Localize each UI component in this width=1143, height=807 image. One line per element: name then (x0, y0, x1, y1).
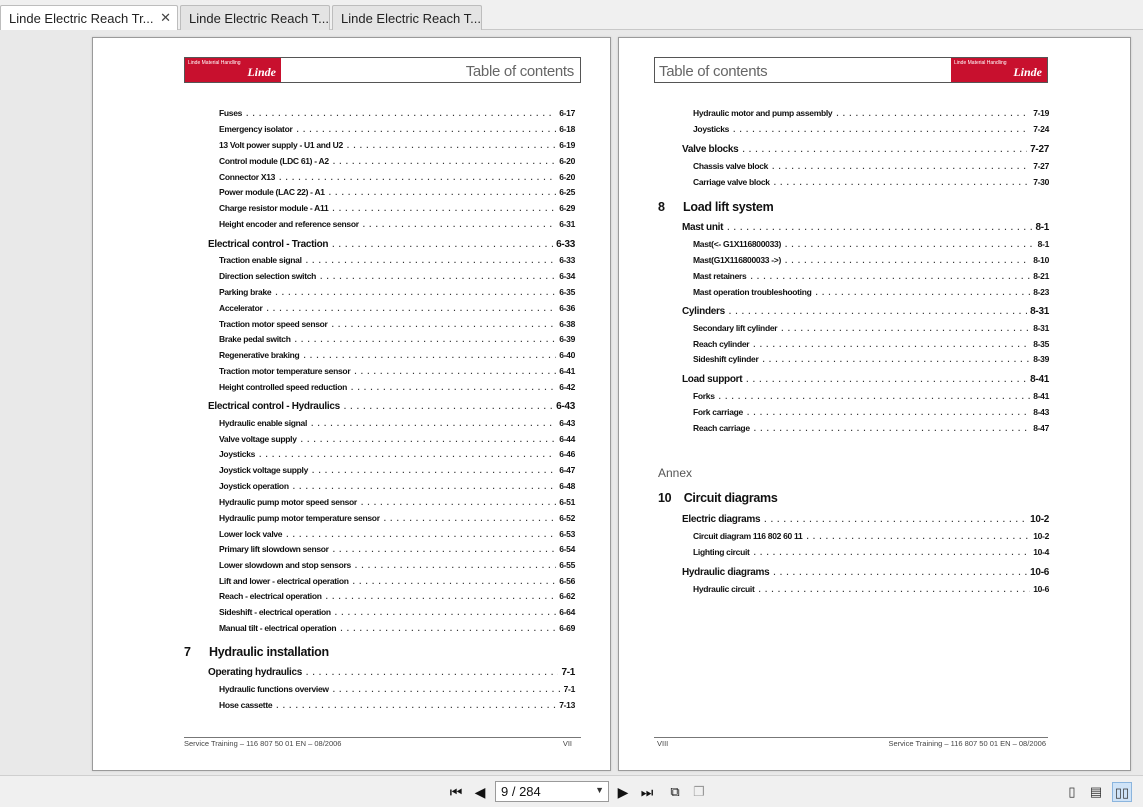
toc-leader-dots (733, 125, 1030, 134)
document-viewer[interactable] (0, 30, 1143, 775)
tab-document-3[interactable] (332, 5, 482, 30)
toc-leader-dots (781, 324, 1030, 333)
toc-page: 8-35 (1033, 339, 1049, 349)
toc-entry[interactable] (693, 177, 1049, 187)
page-header (654, 57, 1048, 83)
toc-leader-dots (301, 435, 557, 444)
toc-entry[interactable] (219, 172, 575, 182)
toc-leader-dots (772, 162, 1030, 171)
toc-entry[interactable] (219, 382, 575, 392)
toc-title: Forks (693, 391, 715, 401)
toc-leader-dots (297, 125, 557, 134)
toc-title: Hydraulic pump motor temperature sensor (219, 513, 380, 523)
toc-entry[interactable] (693, 124, 1049, 134)
toc-page: 6-53 (559, 529, 575, 539)
toc-page: 10-6 (1030, 567, 1049, 578)
toc-page: 6-62 (559, 591, 575, 601)
toc-title: Valve blocks (682, 144, 739, 155)
toc-page: 7-30 (1033, 177, 1049, 187)
toc-leader-dots (806, 532, 1030, 541)
logo-brand: Linde (247, 65, 276, 79)
toc-leader-dots (363, 220, 556, 229)
toc-page: 7-1 (563, 684, 575, 694)
toc-page: 10-4 (1033, 547, 1049, 557)
toc-leader-dots (329, 188, 556, 197)
toc-leader-dots (816, 288, 1031, 297)
toc-title: Primary lift slowdown sensor (219, 544, 329, 554)
next-page-icon[interactable]: ▶ (617, 784, 629, 800)
toc-page: 8-43 (1033, 407, 1049, 417)
toc-title: Charge resistor module - A11 (219, 203, 329, 213)
toc-title: Joystick voltage supply (219, 465, 308, 475)
chevron-down-icon[interactable]: ▼ (595, 785, 604, 795)
toc-leader-dots (333, 685, 561, 694)
linde-logo (185, 58, 281, 82)
toc-leader-dots (347, 141, 556, 150)
toc-title: Accelerator (219, 303, 263, 313)
toc-title: Hydraulic motor and pump assembly (693, 108, 833, 118)
toc-leader-dots (836, 109, 1030, 118)
toc-entry[interactable] (219, 334, 575, 344)
first-page-icon[interactable]: ⏮ (449, 784, 463, 800)
toc-entry[interactable] (693, 271, 1049, 281)
toc-page: 7-13 (559, 700, 575, 710)
toc-title: Reach - electrical operation (219, 591, 322, 601)
toc-leader-dots (354, 367, 556, 376)
toc-leader-dots (344, 402, 553, 411)
toc-page: 6-42 (559, 382, 575, 392)
toc-page: 6-46 (559, 449, 575, 459)
toc-entry[interactable] (219, 544, 575, 554)
chapter-title: Load lift system (683, 200, 774, 214)
toc-title: Fuses (219, 108, 243, 118)
toc-page: 6-38 (559, 319, 575, 329)
toc-title: Emergency isolator (219, 124, 293, 134)
footer-divider (184, 737, 581, 738)
toc-entry[interactable] (693, 423, 1049, 433)
toc-page: 6-54 (559, 544, 575, 554)
toc-title: Chassis valve block (693, 161, 769, 171)
toc-section[interactable] (208, 667, 575, 678)
toc-title: Lift and lower - electrical operation (219, 576, 349, 586)
toc-leader-dots (729, 307, 1027, 316)
chapter-title: Hydraulic installation (209, 645, 329, 659)
toc-entry[interactable] (219, 481, 575, 491)
toc-page: 8-21 (1033, 271, 1049, 281)
toc-page: 6-17 (559, 108, 575, 118)
tab-label: Linde Electric Reach T... (341, 11, 481, 26)
toc-title: Lower lock valve (219, 529, 283, 539)
toc-page: 6-31 (559, 219, 575, 229)
tab-document-2[interactable] (180, 5, 330, 30)
toc-leader-dots (773, 568, 1027, 577)
tab-label: Linde Electric Reach T... (189, 11, 329, 26)
toc-entry[interactable] (219, 303, 575, 313)
toc-page: 10-2 (1030, 514, 1049, 525)
toc-entry[interactable] (693, 255, 1049, 265)
toc-leader-dots (295, 335, 557, 344)
page-title: Table of contents (465, 63, 574, 80)
toc-leader-dots (335, 608, 556, 617)
copy-icon[interactable]: ❐ (693, 784, 705, 799)
toc-title: Secondary lift cylinder (693, 323, 778, 333)
footer-doc-id: Service Training – 116 807 50 01 EN – 08/2006 (184, 739, 342, 748)
toc-leader-dots (311, 419, 556, 428)
toc-title: Hose cassette (219, 700, 273, 710)
toc-page: 6-64 (559, 607, 575, 617)
toc-leader-dots (351, 383, 556, 392)
toc-page: 6-36 (559, 303, 575, 313)
toc-title: Manual tilt - electrical operation (219, 623, 337, 633)
toc-entry[interactable] (219, 418, 575, 428)
toc-leader-dots (332, 240, 553, 249)
toc-entry[interactable] (219, 434, 575, 444)
toc-title: Valve voltage supply (219, 434, 297, 444)
toc-title: Operating hydraulics (208, 667, 303, 678)
toc-leader-dots (332, 204, 556, 213)
tab-label: Linde Electric Reach Tr... (9, 11, 154, 26)
toc-page: 6-19 (559, 140, 575, 150)
logo-tagline: Linde Material Handling (188, 60, 241, 66)
toc-entry[interactable] (219, 187, 575, 197)
toc-page: 8-39 (1033, 354, 1049, 364)
toc-page: 8-1 (1037, 239, 1049, 249)
toc-entry[interactable] (219, 449, 575, 459)
toc-page: 6-29 (559, 203, 575, 213)
toc-entry[interactable] (219, 700, 575, 710)
toc-title: Regenerative braking (219, 350, 300, 360)
toc-entry[interactable] (219, 684, 575, 694)
toc-leader-dots (266, 304, 556, 313)
toc-leader-dots (312, 466, 556, 475)
two-page-view-icon[interactable]: ▯▯ (1112, 782, 1132, 802)
toc-leader-dots (259, 450, 556, 459)
toc-leader-dots (361, 498, 556, 507)
toc-page: 6-33 (556, 239, 575, 250)
toc-section[interactable] (682, 567, 1049, 578)
toc-leader-dots (333, 157, 556, 166)
page-title: Table of contents (659, 63, 768, 80)
toc-leader-dots (333, 545, 557, 554)
close-icon[interactable]: ✕ (160, 10, 171, 25)
toc-page: 6-20 (559, 172, 575, 182)
toc-page: 6-51 (559, 497, 575, 507)
toc-section[interactable] (682, 306, 1049, 317)
toc-title: Joysticks (693, 124, 730, 134)
footer-page-number: VII (562, 739, 572, 748)
chapter-title: Circuit diagrams (683, 491, 778, 505)
toc-entry[interactable] (219, 350, 575, 360)
toc-entry[interactable] (693, 531, 1049, 541)
toc-leader-dots (293, 482, 556, 491)
toc-page: 6-39 (559, 334, 575, 344)
toc-title: Electric diagrams (682, 514, 761, 525)
toc-entry[interactable] (219, 255, 575, 265)
toc-title: Circuit diagram 116 802 60 11 (693, 531, 803, 541)
toc-title: Fork carriage (693, 407, 743, 417)
toc-page: 7-19 (1033, 108, 1049, 118)
toc-title: Joystick operation (219, 481, 289, 491)
logo-tagline: Linde Material Handling (954, 60, 1007, 66)
toc-title: Connector X13 (219, 172, 276, 182)
toc-leader-dots (747, 408, 1030, 417)
toc-leader-dots (303, 351, 556, 360)
toc-entry[interactable] (219, 124, 575, 134)
toc-title: Lower slowdown and stop sensors (219, 560, 351, 570)
toc-title: Reach cylinder (693, 339, 750, 349)
toc-page: 6-33 (559, 255, 575, 265)
toc-leader-dots (306, 256, 557, 265)
continuous-view-icon[interactable]: ▤ (1089, 784, 1103, 799)
toc-page: 8-47 (1033, 423, 1049, 433)
toc-page: 8-1 (1035, 222, 1049, 233)
toc-page: 8-31 (1030, 306, 1049, 317)
toc-entry[interactable] (219, 560, 575, 570)
toc-title: Sideshift cylinder (693, 354, 759, 364)
toc-entry[interactable] (219, 287, 575, 297)
toc-entry[interactable] (693, 161, 1049, 171)
toc-page: 8-31 (1033, 323, 1049, 333)
toc-leader-dots (340, 624, 556, 633)
toc-entry[interactable] (219, 108, 575, 118)
toc-section[interactable] (682, 222, 1049, 233)
toc-title: Mast retainers (693, 271, 747, 281)
toc-title: Electrical control - Hydraulics (208, 401, 340, 412)
toc-leader-dots (754, 424, 1030, 433)
toc-page: 6-52 (559, 513, 575, 523)
toc-leader-dots (286, 530, 556, 539)
toc-entry[interactable] (693, 287, 1049, 297)
toc-title: Power module (LAC 22) - A1 (219, 187, 325, 197)
toc-leader-dots (355, 561, 556, 570)
toc-page: 8-41 (1030, 374, 1049, 385)
rotate-icon[interactable]: ⧉ (670, 784, 680, 799)
toc-leader-dots (719, 392, 1031, 401)
toc-title: Hydraulic functions overview (219, 684, 329, 694)
toc-title: Height controlled speed reduction (219, 382, 348, 392)
toc-entry[interactable] (693, 108, 1049, 118)
toc-leader-dots (754, 548, 1031, 557)
toc-title: 13 Volt power supply - U1 and U2 (219, 140, 343, 150)
toc-leader-dots (246, 109, 556, 118)
footer-doc-id: Service Training – 116 807 50 01 EN – 08/2006 (888, 739, 1046, 748)
toc-title: Traction motor speed sensor (219, 319, 328, 329)
toc-title: Load support (682, 374, 743, 385)
page-right (618, 37, 1131, 771)
toc-title: Direction selection switch (219, 271, 317, 281)
toc-entry[interactable] (693, 391, 1049, 401)
page-number-input[interactable] (495, 781, 609, 802)
toc-entry[interactable] (219, 623, 575, 633)
toc-entry[interactable] (219, 271, 575, 281)
toc-section[interactable] (682, 374, 1049, 385)
toc-entry[interactable] (693, 323, 1049, 333)
chapter-heading (658, 200, 773, 214)
toc-title: Mast unit (682, 222, 724, 233)
tab-bar (0, 0, 1143, 30)
toc-page: 8-23 (1033, 287, 1049, 297)
toc-title: Hydraulic enable signal (219, 418, 308, 428)
toc-section[interactable] (208, 239, 575, 250)
toc-entry[interactable] (693, 407, 1049, 417)
toc-leader-dots (785, 256, 1030, 265)
page-left (92, 37, 611, 771)
toc-page: 6-41 (559, 366, 575, 376)
toc-page: 6-34 (559, 271, 575, 281)
toc-leader-dots (762, 355, 1030, 364)
logo-brand: Linde (1013, 65, 1042, 79)
toc-entry[interactable] (219, 591, 575, 601)
chapter-heading (184, 645, 329, 659)
toc-leader-dots (320, 272, 556, 281)
toc-section[interactable] (682, 514, 1049, 525)
toc-page: 6-40 (559, 350, 575, 360)
toc-page: 7-1 (561, 667, 575, 678)
toc-leader-dots (353, 577, 557, 586)
toc-page: 10-6 (1033, 584, 1049, 594)
toc-page: 7-24 (1033, 124, 1049, 134)
toc-entry[interactable] (693, 547, 1049, 557)
toc-entry[interactable] (219, 203, 575, 213)
toc-leader-dots (753, 340, 1030, 349)
toc-entry[interactable] (219, 319, 575, 329)
toc-title: Reach carriage (693, 423, 750, 433)
toc-title: Lighting circuit (693, 547, 750, 557)
chapter-number: 10 (658, 491, 672, 505)
toc-title: Mast operation troubleshooting (693, 287, 812, 297)
toc-section[interactable] (208, 401, 575, 412)
toc-page: 6-55 (559, 560, 575, 570)
toc-entry[interactable] (219, 576, 575, 586)
linde-logo (951, 58, 1047, 82)
toc-title: Electrical control - Traction (208, 239, 329, 250)
toc-leader-dots (742, 145, 1027, 154)
toc-leader-dots (384, 514, 556, 523)
toc-section[interactable] (682, 144, 1049, 155)
toc-title: Brake pedal switch (219, 334, 291, 344)
footer-divider (654, 737, 1048, 738)
toc-page: 6-20 (559, 156, 575, 166)
toc-entry[interactable] (219, 513, 575, 523)
toc-entry[interactable] (693, 354, 1049, 364)
footer-page-number: VIII (657, 739, 669, 748)
toc-entry[interactable] (219, 140, 575, 150)
toc-title: Sideshift - electrical operation (219, 607, 331, 617)
toc-page: 6-44 (559, 434, 575, 444)
toc-page: 6-69 (559, 623, 575, 633)
toc-entry[interactable] (219, 529, 575, 539)
toc-leader-dots (774, 178, 1031, 187)
toc-title: Traction enable signal (219, 255, 302, 265)
navigation-toolbar (0, 775, 1143, 807)
toc-title: Parking brake (219, 287, 272, 297)
toc-leader-dots (326, 592, 557, 601)
toc-page: 6-47 (559, 465, 575, 475)
toc-leader-dots (276, 701, 556, 710)
toc-title: Control module (LDC 61) - A2 (219, 156, 329, 166)
toc-page: 6-18 (559, 124, 575, 134)
toc-entry[interactable] (693, 239, 1049, 249)
toc-entry[interactable] (219, 607, 575, 617)
toc-page: 6-48 (559, 481, 575, 491)
chapter-number: 8 (658, 200, 665, 214)
toc-entry[interactable] (219, 366, 575, 376)
toc-page: 10-2 (1033, 531, 1049, 541)
toc-title: Mast(<- G1X116800033) (693, 239, 781, 249)
toc-page: 6-43 (559, 418, 575, 428)
prev-page-icon[interactable]: ◀ (474, 784, 486, 800)
toc-entry[interactable] (693, 339, 1049, 349)
annex-heading: Annex (658, 466, 693, 480)
toc-page: 6-43 (556, 401, 575, 412)
page-header (184, 57, 581, 83)
toc-leader-dots (275, 288, 556, 297)
toc-page: 6-56 (559, 576, 575, 586)
last-page-icon[interactable]: ⏭ (640, 784, 654, 800)
toc-leader-dots (306, 668, 558, 677)
toc-entry[interactable] (219, 465, 575, 475)
toc-leader-dots (759, 585, 1031, 594)
toc-leader-dots (785, 240, 1035, 249)
toc-title: Joysticks (219, 449, 256, 459)
toc-title: Mast(G1X116800033 ->) (693, 255, 781, 265)
toc-entry[interactable] (219, 156, 575, 166)
toc-entry[interactable] (219, 219, 575, 229)
toc-entry[interactable] (219, 497, 575, 507)
toc-title: Cylinders (682, 306, 725, 317)
toc-title: Height encoder and reference sensor (219, 219, 359, 229)
chapter-heading (658, 491, 778, 505)
single-page-view-icon[interactable]: ▯ (1068, 784, 1076, 799)
chapter-number: 7 (184, 645, 191, 659)
toc-page: 8-10 (1033, 255, 1049, 265)
toc-title: Carriage valve block (693, 177, 770, 187)
toc-leader-dots (332, 320, 557, 329)
toc-page: 6-25 (559, 187, 575, 197)
tab-document-1[interactable] (0, 5, 178, 31)
toc-title: Hydraulic pump motor speed sensor (219, 497, 357, 507)
toc-leader-dots (750, 272, 1030, 281)
toc-title: Hydraulic circuit (693, 584, 755, 594)
toc-page: 7-27 (1033, 161, 1049, 171)
toc-leader-dots (764, 515, 1027, 524)
page-indicator: 9 / 284 (501, 784, 541, 799)
toc-title: Traction motor temperature sensor (219, 366, 351, 376)
toc-leader-dots (746, 375, 1027, 384)
toc-title: Hydraulic diagrams (682, 567, 770, 578)
toc-page: 7-27 (1030, 144, 1049, 155)
toc-page: 8-41 (1033, 391, 1049, 401)
toc-leader-dots (279, 173, 556, 182)
toc-page: 6-35 (559, 287, 575, 297)
toc-leader-dots (727, 223, 1032, 232)
toc-entry[interactable] (693, 584, 1049, 594)
